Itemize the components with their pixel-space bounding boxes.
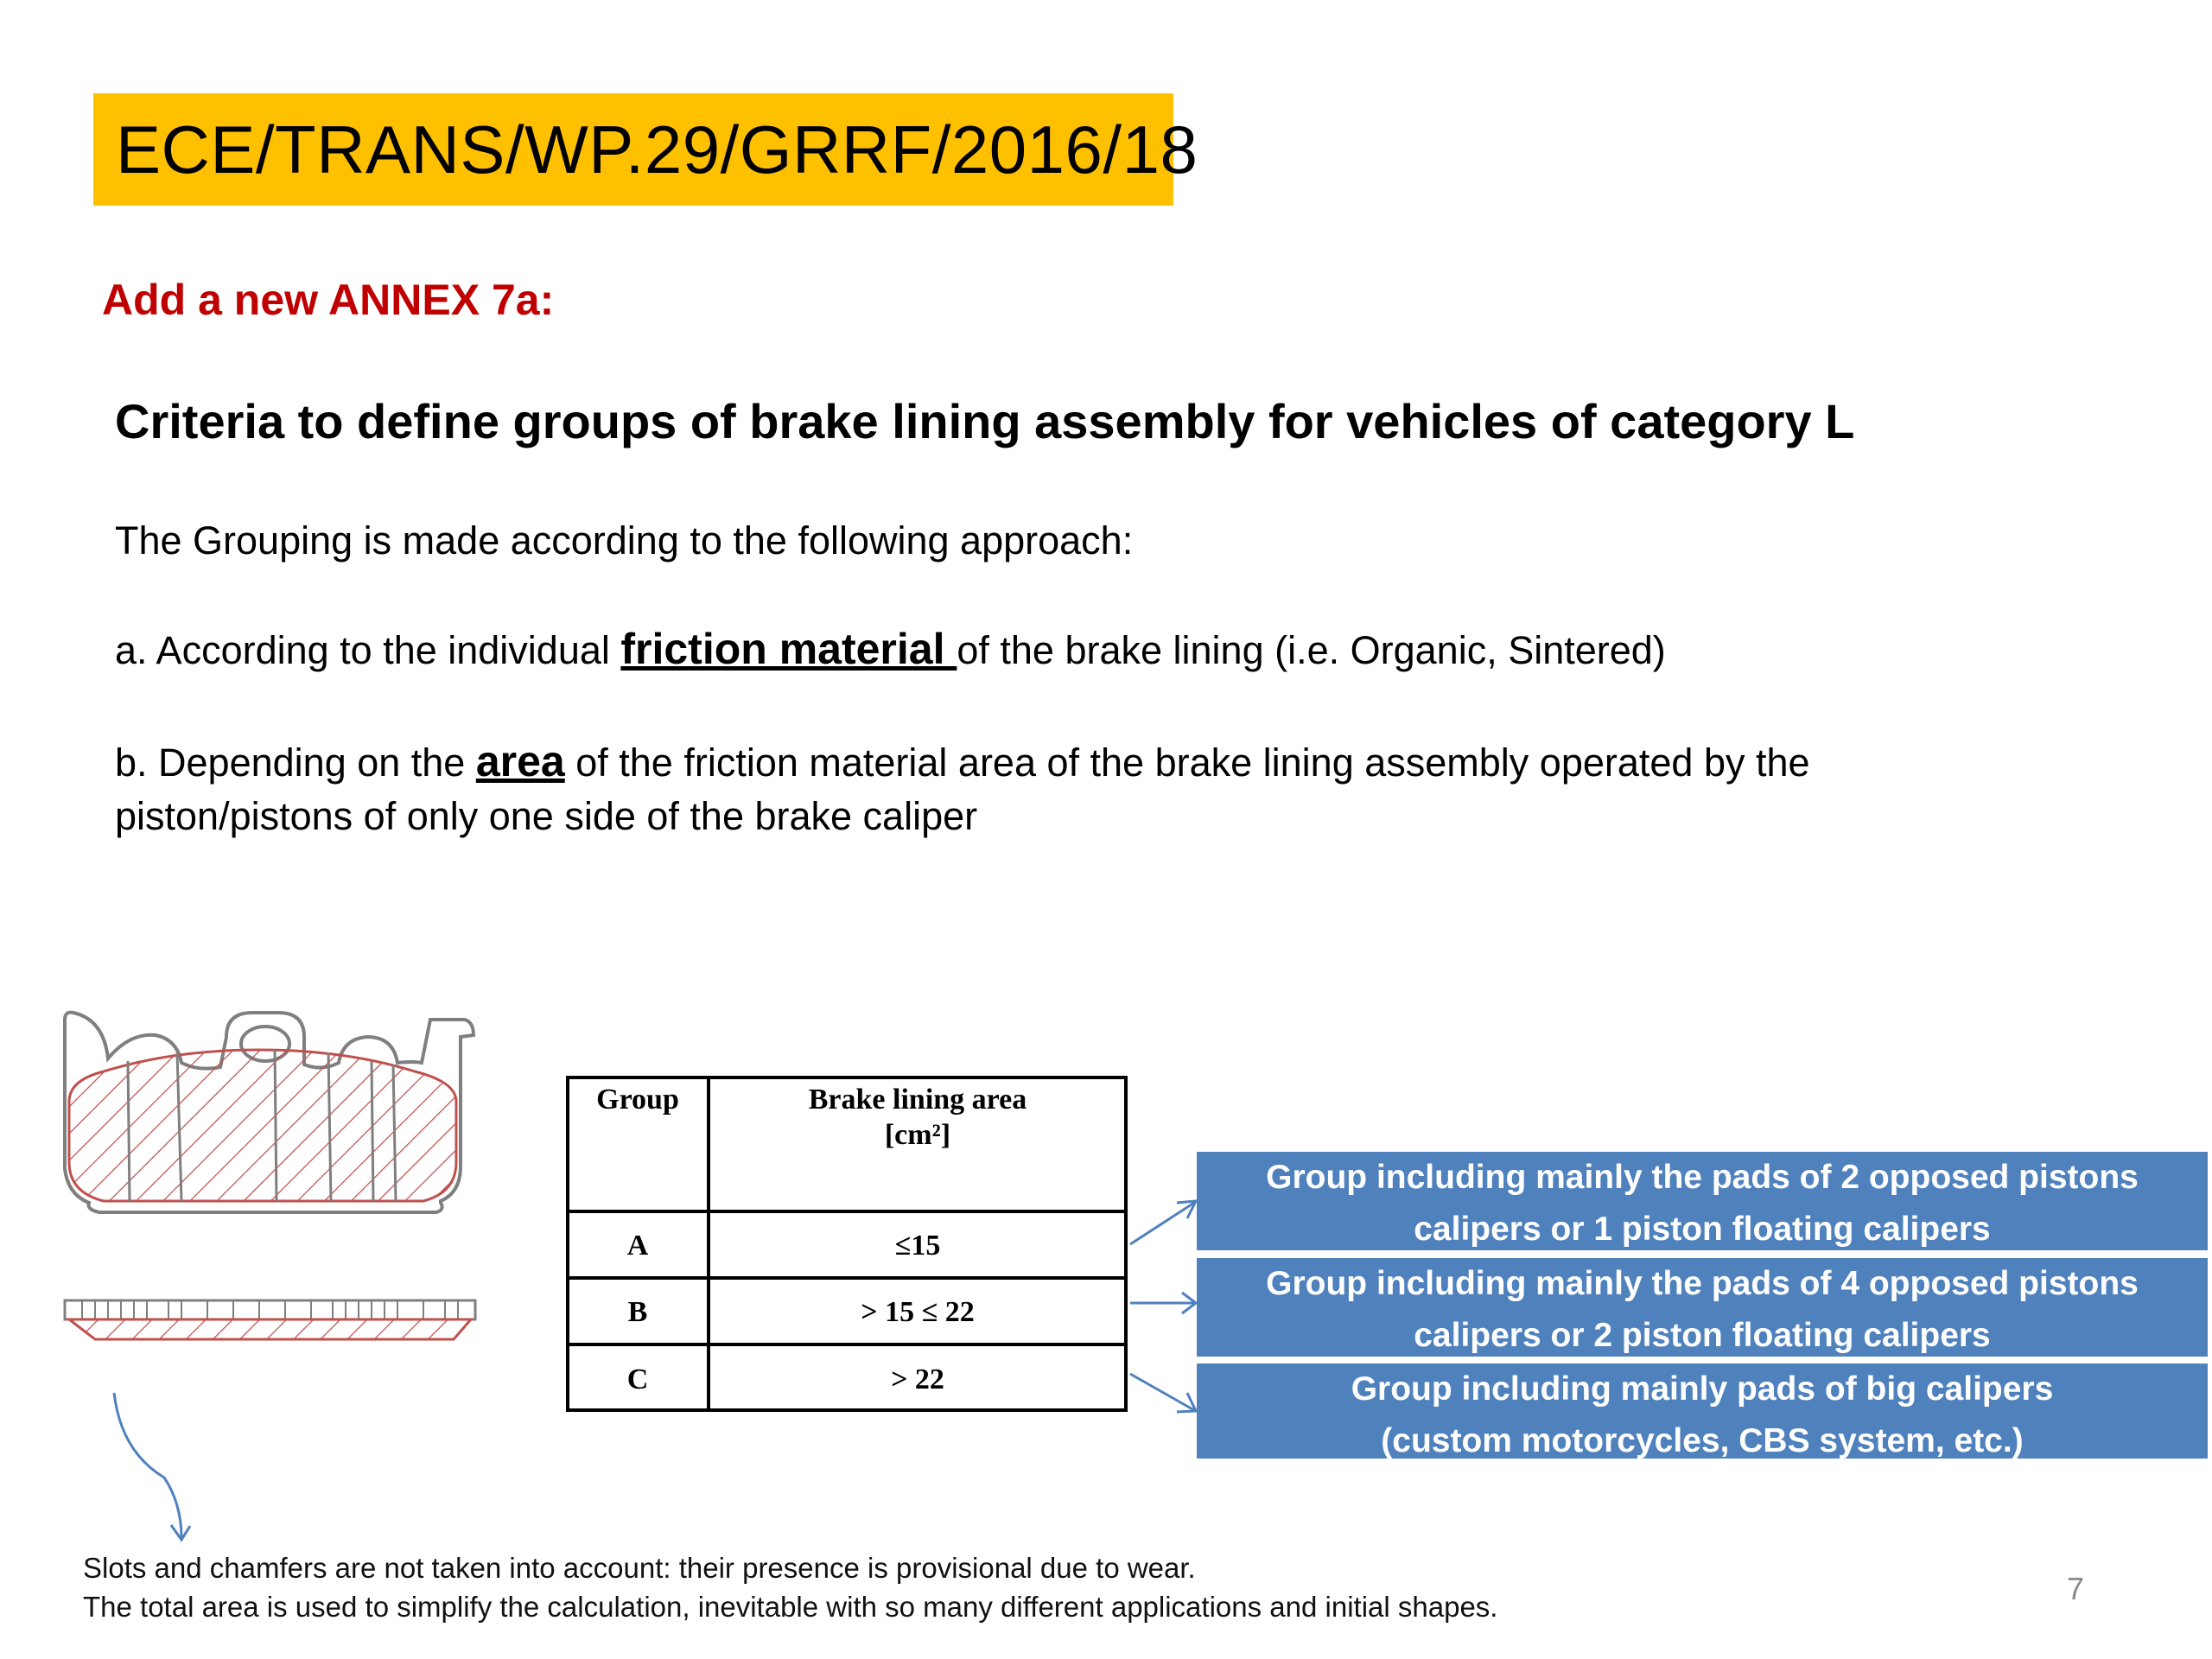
main-title: Criteria to define groups of brake lining assembly for vehicles of category L <box>115 394 1855 448</box>
item-b <box>115 734 1810 843</box>
item-a <box>115 622 1666 677</box>
group-c-description <box>1197 1363 2208 1459</box>
side-view-ticks <box>82 1300 458 1319</box>
friction-material-side <box>69 1319 471 1339</box>
footnote <box>83 1548 1497 1626</box>
table-header-unit: [cm²] <box>884 1119 951 1151</box>
table-cell-group-a: A <box>626 1230 649 1262</box>
slot-1 <box>128 1061 130 1201</box>
group-b-line2: calipers or 2 piston floating calipers <box>1414 1317 1991 1354</box>
group-c-line1: Group including mainly pads of big calipers <box>1351 1370 2054 1408</box>
table-cell-area-a: ≤15 <box>894 1230 941 1262</box>
group-a-line2: calipers or 1 piston floating calipers <box>1414 1211 1991 1248</box>
table-cell-group-c: C <box>626 1363 649 1395</box>
table-cell-area-b: > 15 ≤ 22 <box>861 1296 975 1328</box>
curved-arrow <box>114 1393 181 1538</box>
item-b-prefix: b. Depending on the <box>115 741 476 785</box>
side-view-plate <box>65 1300 475 1319</box>
group-b-description <box>1197 1258 2208 1357</box>
table-header-group: Group <box>596 1084 679 1116</box>
footnote-line1: Slots and chamfers are not taken into account: their presence is provisional due to wear. <box>83 1552 1196 1584</box>
arrow-a <box>1130 1203 1194 1244</box>
slot-5 <box>372 1061 373 1201</box>
item-a-emphasis: friction material <box>620 625 957 673</box>
document-code: ECE/TRANS/WP.29/GRRF/2016/18 <box>116 111 1198 188</box>
table-header-area: Brake lining area <box>808 1084 1027 1116</box>
table-cell-area-c: > 22 <box>891 1363 944 1395</box>
group-a-line1: Group including mainly the pads of 2 opposed pistons <box>1266 1159 2139 1196</box>
group-b-line1: Group including mainly the pads of 4 opposed pistons <box>1266 1265 2139 1302</box>
table-cell-group-b: B <box>627 1296 648 1328</box>
annex-heading: Add a new ANNEX 7a: <box>102 276 555 324</box>
item-b-suffix: of the friction material area of the brake lining assembly operated by the <box>564 741 1810 785</box>
item-b-line2: piston/pistons of only one side of the brake caliper <box>115 794 978 838</box>
item-a-suffix: of the brake lining (i.e. Organic, Sintered) <box>957 628 1666 672</box>
arrow-c <box>1130 1374 1194 1410</box>
page-number: 7 <box>2067 1571 2085 1606</box>
item-a-prefix: a. According to the individual <box>115 628 621 672</box>
slot-3 <box>275 1050 276 1201</box>
group-a-description <box>1197 1152 2208 1250</box>
group-c-line2: (custom motorcycles, CBS system, etc.) <box>1381 1422 2024 1459</box>
group-table <box>562 1071 1132 1417</box>
document-code-banner <box>93 93 1198 206</box>
footnote-line2: The total area is used to simplify the calculation, inevitable with so many different applications and initial shapes. <box>83 1591 1498 1623</box>
item-b-emphasis: area <box>475 737 565 785</box>
intro-text: The Grouping is made according to the following approach: <box>115 518 1134 563</box>
brake-pad-diagram <box>0 933 501 1555</box>
